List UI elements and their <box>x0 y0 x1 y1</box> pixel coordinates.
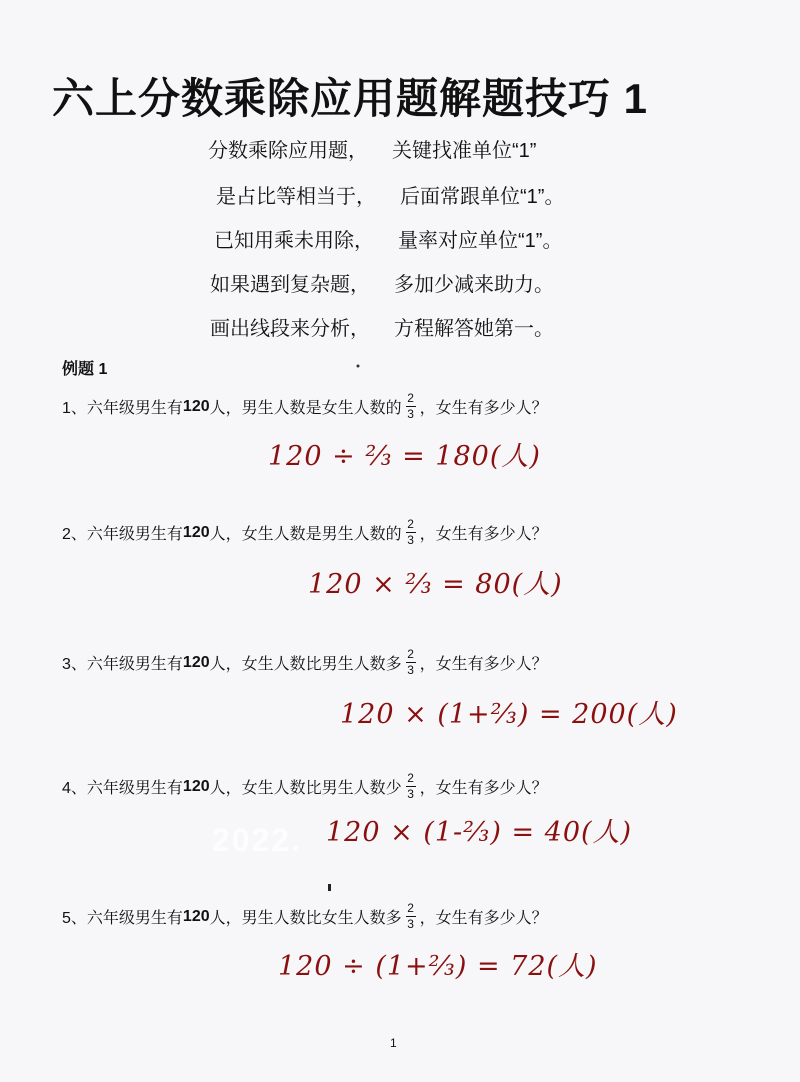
rhyme-line-4-b: 多加少减来助力。 <box>394 274 554 296</box>
question-quantity: 120 <box>182 907 210 925</box>
question-text: 人，男生人数是女生人数的 <box>209 400 402 417</box>
watermark: 2022. <box>212 822 303 858</box>
page-title: 六上分数乘除应用题解题技巧 1 <box>52 75 649 122</box>
question-text: 六年级男生有 <box>86 780 183 797</box>
fraction-denominator: 3 <box>407 533 414 547</box>
question-number: 1、 <box>62 400 87 417</box>
question-text: ，女生有多少人？ <box>419 656 548 673</box>
question-text: 人，女生人数是男生人数的 <box>209 526 402 543</box>
question-number: 4、 <box>62 780 87 797</box>
rhyme-line-3-b: 量率对应单位“1”。 <box>398 230 563 252</box>
question-quantity: 120 <box>182 523 210 541</box>
fraction-numerator: 2 <box>407 517 414 531</box>
rhyme-line-1-b: 关键找准单位“1” <box>392 140 537 162</box>
fraction-numerator: 2 <box>407 391 414 405</box>
question-text: 六年级男生有 <box>86 910 183 927</box>
question-quantity: 120 <box>182 397 210 415</box>
speck <box>357 365 360 368</box>
fraction-denominator: 3 <box>407 917 414 931</box>
question-text: ，女生有多少人？ <box>419 400 548 417</box>
question-number: 3、 <box>62 656 87 673</box>
fraction-denominator: 3 <box>407 787 414 801</box>
rhyme-line-1-a: 分数乘除应用题， <box>208 140 368 162</box>
speck <box>328 884 331 891</box>
question-quantity: 120 <box>182 777 210 795</box>
handwritten-answer-3: 120 × (1+⅔) = 200(人) <box>340 699 678 730</box>
fraction-denominator: 3 <box>407 663 414 677</box>
rhyme-line-3-a: 已知用乘未用除， <box>214 230 374 252</box>
rhyme-line-4-a: 如果遇到复杂题， <box>210 274 370 296</box>
question-text: ，女生有多少人？ <box>419 526 548 543</box>
handwritten-answer-4: 120 × (1-⅔) = 40(人) <box>326 817 633 848</box>
handwritten-answer-5: 120 ÷ (1+⅔) = 72(人) <box>278 951 598 982</box>
question-quantity: 120 <box>182 653 210 671</box>
fraction-numerator: 2 <box>407 901 414 915</box>
rhyme-line-5-a: 画出线段来分析， <box>210 318 370 340</box>
rhyme-line-2-b: 后面常跟单位“1”。 <box>400 186 565 208</box>
question-text: 人，女生人数比男生人数多 <box>209 656 402 673</box>
rhyme-line-2-a: 是占比等相当于， <box>216 186 376 208</box>
question-text: 六年级男生有 <box>86 656 183 673</box>
question-text: 人，男生人数比女生人数多 <box>209 910 402 927</box>
fraction-numerator: 2 <box>407 771 414 785</box>
rhyme-line-5-b: 方程解答她第一。 <box>394 318 554 340</box>
question-number: 5、 <box>62 910 87 927</box>
fraction-denominator: 3 <box>407 407 414 421</box>
question-text: 人，女生人数比男生人数少 <box>209 780 402 797</box>
question-text: ，女生有多少人？ <box>419 910 548 927</box>
handwritten-answer-1: 120 ÷ ⅔ = 180(人) <box>268 441 541 472</box>
handwritten-answer-2: 120 × ⅔ = 80(人) <box>308 569 563 600</box>
question-text: ，女生有多少人？ <box>419 780 548 797</box>
page-number: 1 <box>390 1036 397 1050</box>
fraction-numerator: 2 <box>407 647 414 661</box>
example-label: 例题 1 <box>62 361 108 378</box>
question-text: 六年级男生有 <box>86 400 183 417</box>
question-text: 六年级男生有 <box>86 526 183 543</box>
question-number: 2、 <box>62 526 87 543</box>
